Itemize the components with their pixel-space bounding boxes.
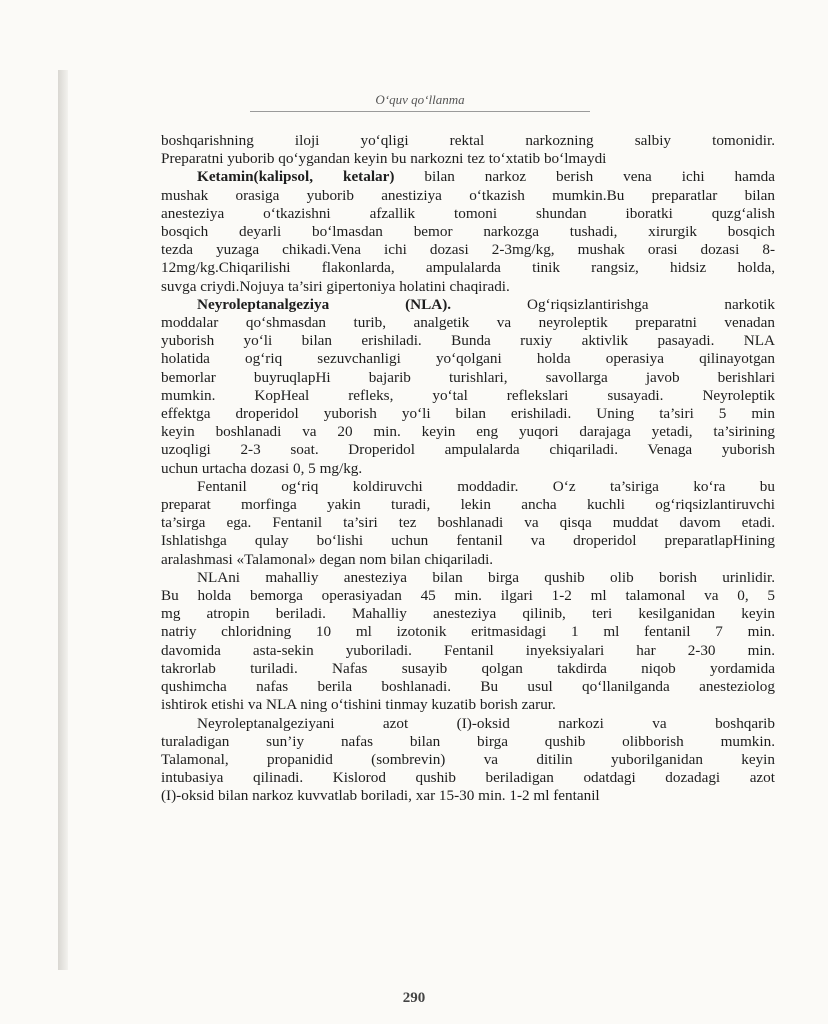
text-line xyxy=(161,532,775,550)
text-line xyxy=(161,150,775,168)
text-line xyxy=(161,350,775,368)
text-line xyxy=(161,478,775,496)
text-line xyxy=(161,223,775,241)
line-text: Preparatni yuborib qo‘ygandan keyin bu narkozni tez to‘xtatib bo‘lmaydi xyxy=(161,150,607,168)
line-text: bosqich deyarli bo‘lmasdan bemor narkozga tushadi, xirurgik bosqich xyxy=(161,223,775,241)
text-line xyxy=(161,605,775,623)
running-header: O‘quv qo‘llanma xyxy=(375,92,465,107)
line-text: uchun urtacha dozasi 0, 5 mg/kg. xyxy=(161,459,363,477)
line-text: effektga droperidol yuborish yo‘li bilan erishiladi. Uning ta’siri 5 min xyxy=(161,405,775,423)
text-line xyxy=(161,496,775,514)
bold-term: Neyroleptanalgeziya (NLA). xyxy=(197,295,452,313)
text-line xyxy=(161,715,775,733)
body-text xyxy=(161,132,775,806)
text-line xyxy=(161,660,775,678)
line-text: 12mg/kg.Chiqarilishi flakonlarda, ampulalarda tinik rangsiz, hidsiz holda, xyxy=(161,259,775,277)
text-line xyxy=(161,678,775,696)
line-text: Ishlatishga qulay bo‘lishi uchun fentanil va droperidol preparatlapHining xyxy=(161,532,775,550)
line-text: bilan narkoz berish vena ichi hamda xyxy=(394,168,775,186)
line-text: boshqarishning iloji yo‘qligi rektal narkozning salbiy tomonidir. xyxy=(161,132,775,149)
text-line xyxy=(161,733,775,751)
line-text: Neyroleptanalgeziyani azot (I)-oksid narkozi va boshqarib xyxy=(197,714,775,732)
line-text: yuborish yo‘li bilan erishiladi. Bunda ruxiy aktivlik pasayadi. NLA xyxy=(161,332,775,350)
text-line xyxy=(161,587,775,605)
text-line xyxy=(161,332,775,350)
line-text: keyin boshlanadi va 20 min. keyin eng yuqori darajaga yetadi, ta’sirining xyxy=(161,423,775,441)
text-line xyxy=(161,696,775,714)
line-text: suvga criydi.Nojuya ta’siri gipertoniya holatini chaqiradi. xyxy=(161,277,510,295)
text-line xyxy=(161,259,775,277)
text-line xyxy=(161,241,775,259)
line-text: (I)-oksid bilan narkoz kuvvatlab boriladi, xar 15-30 min. 1-2 ml fentanil xyxy=(161,787,600,805)
line-text: Bu holda bemorga operasiyadan 45 min. ilgari 1-2 ml talamonal va 0, 5 xyxy=(161,587,775,605)
text-line xyxy=(161,551,775,569)
page-number: 290 xyxy=(402,990,426,1006)
page-gutter-shadow xyxy=(58,70,68,970)
line-text: mumkin. KopHeal refleks, yo‘tal reflekslari susayadi. Neyroleptik xyxy=(161,386,775,404)
text-line xyxy=(161,514,775,532)
text-line xyxy=(161,369,775,387)
line-text: takrorlab turiladi. Nafas susayib qolgan takdirda niqob yordamida xyxy=(161,659,775,677)
header-rule xyxy=(250,111,590,112)
text-line xyxy=(161,460,775,478)
line-text: qushimcha nafas berila boshlanadi. Bu usul qo‘llanilganda anesteziolog xyxy=(161,678,775,696)
text-line xyxy=(161,205,775,223)
text-line xyxy=(161,168,775,186)
text-line xyxy=(161,441,775,459)
line-text: bemorlar buyruqlapHi bajarib turishlari, savollarga javob berishlari xyxy=(161,368,775,386)
text-line xyxy=(161,423,775,441)
line-text: anesteziya o‘tkazishni afzallik tomoni shundan iboratki quzg‘alish xyxy=(161,204,775,222)
text-line xyxy=(161,132,775,150)
line-text: natriy chloridning 10 ml izotonik eritmasidagi 1 ml fentanil 7 min. xyxy=(161,623,775,641)
text-line xyxy=(161,187,775,205)
line-text: uzoqligi 2-3 soat. Droperidol ampulalarda chiqariladi. Venaga yuborish xyxy=(161,441,775,459)
line-text: Fentanil og‘riq koldiruvchi moddadir. O‘z ta’siriga ko‘ra bu xyxy=(197,477,775,495)
line-text: turaladigan sun’iy nafas bilan birga qushib olibborish mumkin. xyxy=(161,732,775,750)
line-text: holatida og‘riq sezuvchanligi yo‘qolgani holda operasiya qilinayotgan xyxy=(161,350,775,368)
line-text: tezda yuzaga chikadi.Vena ichi dozasi 2-3mg/kg, mushak orasi dozasi 8- xyxy=(161,241,775,259)
line-text: mg atropin beriladi. Mahalliy anesteziya qilinib, teri kesilganidan keyin xyxy=(161,605,775,623)
text-line xyxy=(161,405,775,423)
text-line xyxy=(161,751,775,769)
text-line xyxy=(161,787,775,805)
bold-term: Ketamin(kalipsol, ketalar) xyxy=(197,168,395,186)
line-text: ishtirok etishi va NLA ning o‘tishini tinmay kuzatib borish zarur. xyxy=(161,696,556,714)
line-text: intubasiya qilinadi. Kislorod qushib beriladigan odatdagi dozadagi azot xyxy=(161,769,775,787)
line-text: Talamonal, propanidid (sombrevin) va ditilin yuborilganidan keyin xyxy=(161,750,775,768)
text-line xyxy=(161,296,775,314)
text-line xyxy=(161,387,775,405)
line-text: davomida asta-sekin yuboriladi. Fentanil inyeksiyalari har 2-30 min. xyxy=(161,641,775,659)
text-line xyxy=(161,278,775,296)
line-text: ta’sirga ega. Fentanil ta’siri tez boshlanadi va qisqa muddat davom etadi. xyxy=(161,514,775,532)
line-text: Og‘riqsizlantirishga narkotik xyxy=(451,295,775,313)
line-text: moddalar qo‘shmasdan turib, analgetik va neyroleptik preparatni venadan xyxy=(161,314,775,332)
line-text: NLAni mahalliy anesteziya bilan birga qushib olib borish urinlidir. xyxy=(197,568,775,586)
text-line xyxy=(161,642,775,660)
text-line xyxy=(161,569,775,587)
line-text: mushak orasiga yuborib anestiziya o‘tkazish mumkin.Bu preparatlar bilan xyxy=(161,186,775,204)
text-line xyxy=(161,769,775,787)
text-line xyxy=(161,314,775,332)
line-text: aralashmasi «Talamonal» degan nom bilan chiqariladi. xyxy=(161,550,494,568)
text-line xyxy=(161,623,775,641)
line-text: preparat morfinga yakin turadi, lekin ancha kuchli og‘riqsizlantiruvchi xyxy=(161,496,775,514)
